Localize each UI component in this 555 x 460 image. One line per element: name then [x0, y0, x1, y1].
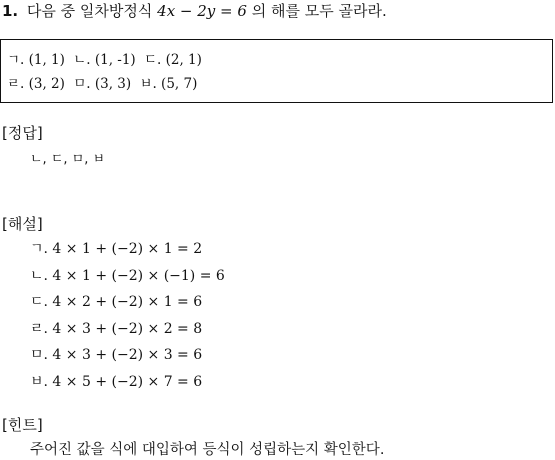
question-text-after: 의 해를 모두 골라라.	[251, 2, 387, 20]
choice-row-2	[7, 75, 201, 93]
explanation-line: ㅁ. 4 × 3 + (−2) × 3 = 6	[30, 347, 203, 363]
explanation-line: ㄷ. 4 × 2 + (−2) × 1 = 6	[30, 294, 203, 310]
choice-item: ㄴ. (1, -1)	[73, 52, 136, 68]
hint-label: [힌트]	[2, 416, 43, 434]
question-equation: 4x − 2y = 6	[157, 2, 247, 20]
question	[2, 0, 387, 22]
choice-box	[0, 39, 553, 103]
choice-item: ㅁ. (3, 3)	[73, 76, 132, 92]
choice-item: ㄱ. (1, 1)	[7, 52, 65, 68]
explanation-line: ㄹ. 4 × 3 + (−2) × 2 = 8	[30, 321, 203, 337]
explanation-line: ㄱ. 4 × 1 + (−2) × 1 = 2	[30, 241, 203, 257]
answer-label: [정답]	[2, 124, 43, 142]
choice-item: ㄹ. (3, 2)	[7, 76, 65, 92]
choice-row-1	[7, 51, 206, 69]
choice-item: ㅂ. (5, 7)	[139, 76, 198, 92]
explanation-line: ㅂ. 4 × 5 + (−2) × 7 = 6	[30, 374, 203, 390]
question-number: 1.	[2, 2, 19, 20]
explanation-label: [해설]	[2, 215, 43, 233]
choice-item: ㄷ. (2, 1)	[144, 52, 202, 68]
explanation-line: ㄴ. 4 × 1 + (−2) × (−1) = 6	[30, 268, 225, 284]
hint-text: 주어진 값을 식에 대입하여 등식이 성립하는지 확인한다.	[30, 442, 385, 458]
answer-value: ㄴ, ㄷ, ㅁ, ㅂ	[30, 152, 106, 167]
question-text-before: 다음 중 일차방정식	[26, 2, 158, 20]
